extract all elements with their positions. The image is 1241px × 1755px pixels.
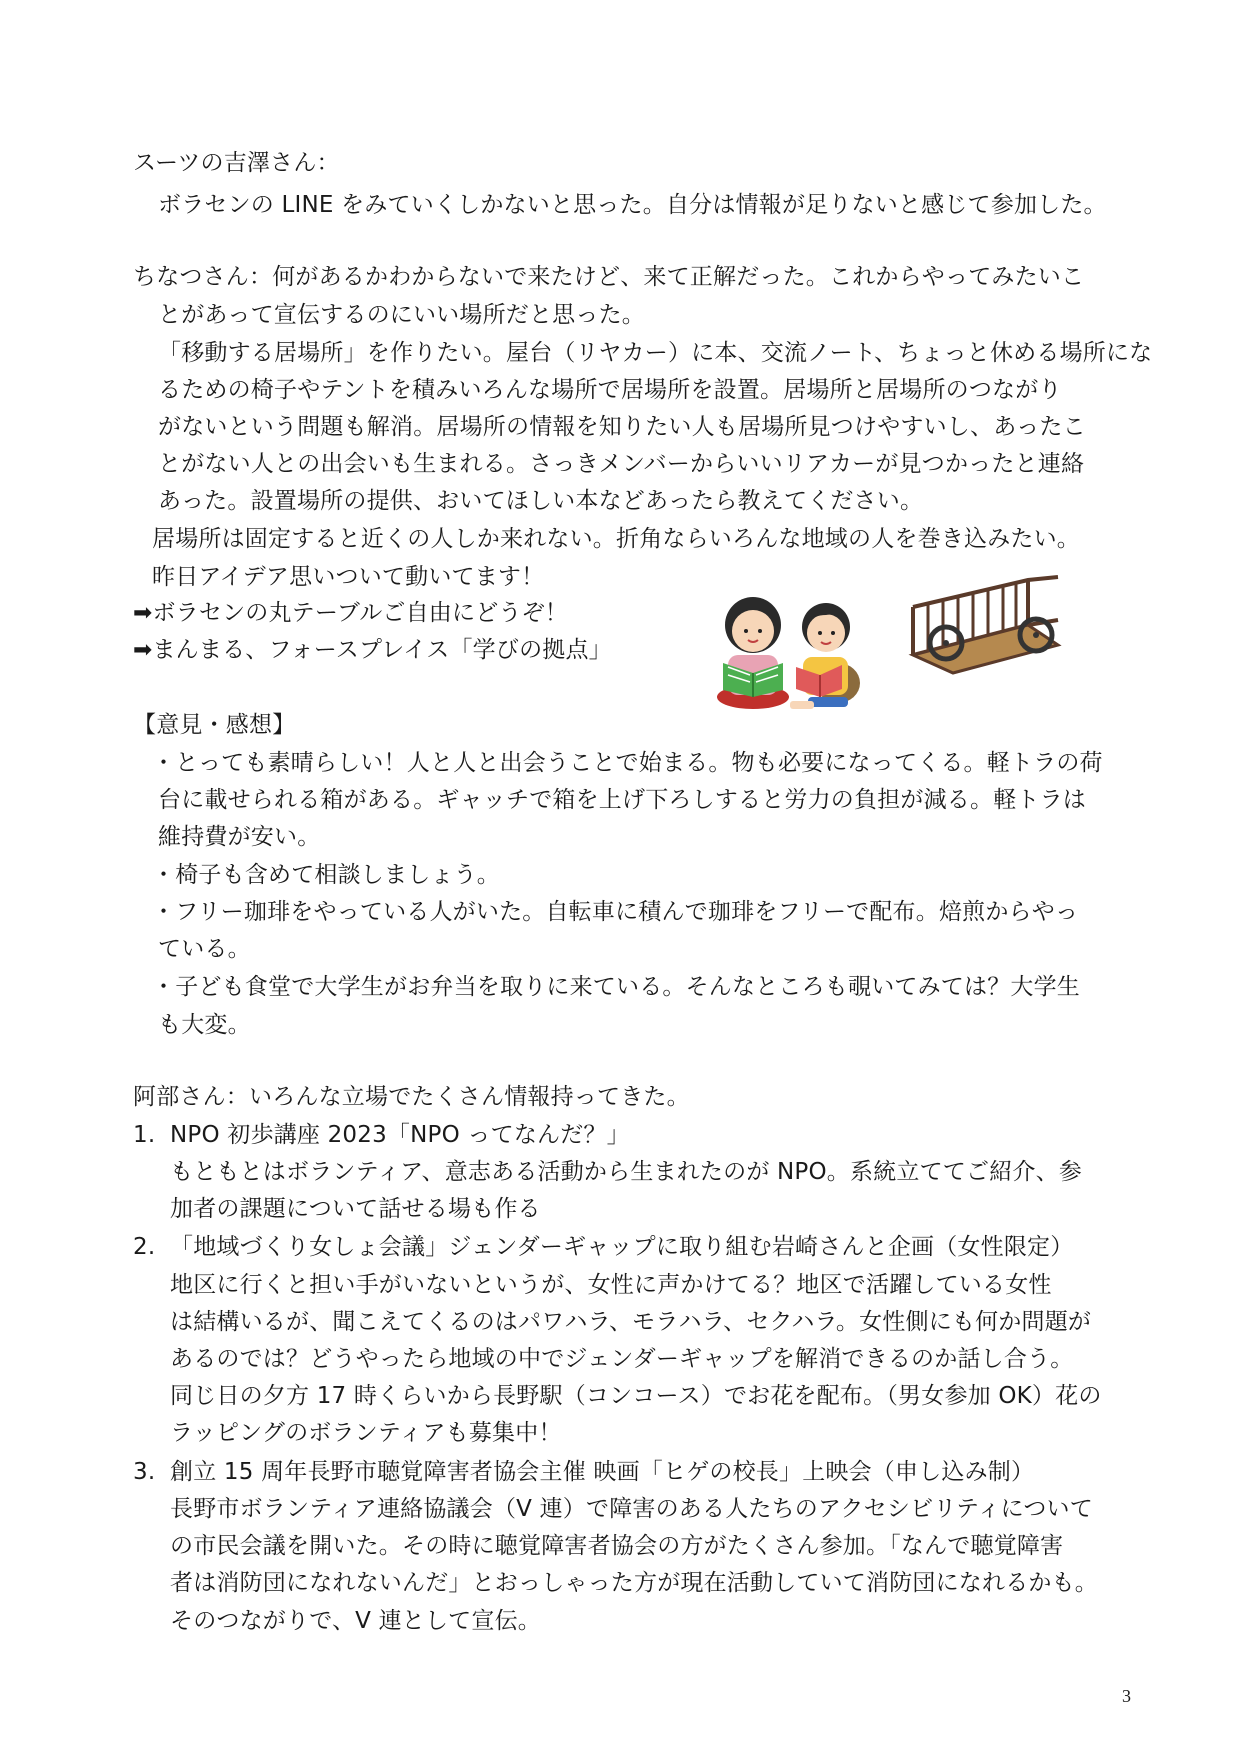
chinatsu-line: 昨日アイデア思いついて動いてます！ [152, 564, 545, 590]
opinion-line: も大変。 [158, 1012, 251, 1038]
arrow-item: ➡ボラセンの丸テーブルご自由にどうぞ！ [133, 600, 569, 626]
yoshizawa-heading: スーツの吉澤さん： [133, 150, 340, 176]
list-item-title: NPO 初歩講座 2023「NPO ってなんだ？」 [170, 1122, 630, 1148]
chinatsu-line: 居場所は固定すると近くの人しか来れない。折角ならいろんな地域の人を巻き込みたい。 [152, 526, 1080, 552]
chinatsu-line: るための椅子やテントを積みいろんな場所で居場所を設置。居場所と居場所のつながり [158, 377, 1062, 403]
list-item-number: 3. [133, 1459, 156, 1485]
chinatsu-line: あった。設置場所の提供、おいてほしい本などあったら教えてください。 [158, 488, 924, 514]
list-item-line: あるのでは？どうやったら地域の中でジェンダーギャップを解消できるのか話し合う。 [170, 1346, 1074, 1372]
children-reading-illustration [708, 585, 888, 715]
opinion-line: 維持費が安い。 [158, 824, 321, 850]
arrow-item: ➡まんまる、フォースプレイス「学びの拠点」 [133, 637, 612, 663]
chinatsu-line: とがない人との出会いも生まれる。さっきメンバーからいいリアカーが見つかったと連絡 [158, 451, 1085, 477]
chinatsu-line: 「移動する居場所」を作りたい。屋台（リヤカー）に本、交流ノート、ちょっと休める場所にな [158, 340, 1153, 366]
list-item-line: もともとはボランティア、意志ある活動から生まれたのが NPO。系統立ててご紹介、参 [170, 1159, 1083, 1185]
chinatsu-line: ちなつさん：何があるかわからないで来たけど、来て正解だった。これからやってみたいこ [133, 264, 1085, 290]
list-item-number: 1. [133, 1122, 156, 1148]
list-item-line: 地区に行くと担い手がいないというが、女性に声かけてる？地区で活躍している女性 [170, 1272, 1052, 1298]
list-item-line: の市民会議を開いた。その時に聴覚障害者協会の方がたくさん参加。「なんで聴覚障害 [170, 1533, 1064, 1559]
opinion-line: ・フリー珈琲をやっている人がいた。自転車に積んで珈琲をフリーで配布。焙煎からやっ [152, 899, 1079, 925]
list-item-line: 同じ日の夕方 17 時くらいから長野駅（コンコース）でお花を配布。（男女参加 OK）花の [170, 1383, 1102, 1409]
list-item-line: 長野市ボランティア連絡協議会（V 連）で障害のある人たちのアクセシビリティについて [170, 1496, 1093, 1522]
page-number: 3 [1122, 1686, 1131, 1706]
yoshizawa-text: ボラセンの LINE をみていくしかないと思った。自分は情報が足りないと感じて参加した。 [158, 192, 1107, 218]
list-item-number: 2. [133, 1234, 156, 1260]
abe-heading: 阿部さん：いろんな立場でたくさん情報持ってきた。 [133, 1084, 690, 1110]
chinatsu-line: とがあって宣伝するのにいい場所だと思った。 [158, 302, 645, 328]
opinions-heading: 【意見・感想】 [133, 712, 296, 738]
list-item-line: は結構いるが、聞こえてくるのはパワハラ、モラハラ、セクハラ。女性側にも何か問題が [170, 1309, 1092, 1335]
opinion-line: ・とっても素晴らしい！人と人と出会うことで始まる。物も必要になってくる。軽トラの荷 [152, 750, 1103, 776]
opinion-line: ・椅子も含めて相談しましょう。 [152, 862, 500, 888]
rear-cart-illustration [908, 565, 1068, 685]
list-item-line: ラッピングのボランティアも募集中！ [170, 1420, 562, 1446]
list-item-title: 創立 15 周年長野市聴覚障害者協会主催 映画「ヒゲの校長」上映会（申し込み制） [170, 1459, 1035, 1485]
opinion-line: ・子ども食堂で大学生がお弁当を取りに来ている。そんなところも覗いてみては？大学生 [152, 974, 1080, 1000]
list-item-line: そのつながりで、V 連として宣伝。 [170, 1608, 541, 1634]
list-item-line: 者は消防団になれないんだ」とおっしゃった方が現在活動していて消防団になれるかも。 [170, 1570, 1098, 1596]
chinatsu-line: がないという問題も解消。居場所の情報を知りたい人も居場所見つけやすいし、あったこ [158, 414, 1086, 440]
opinion-line: ている。 [158, 936, 251, 962]
opinion-line: 台に載せられる箱がある。ギャッチで箱を上げ下ろしすると労力の負担が減る。軽トラは [158, 787, 1087, 813]
list-item-line: 加者の課題について話せる場も作る [170, 1196, 541, 1222]
list-item-title: 「地域づくり女しょ会議」ジェンダーギャップに取り組む岩崎さんと企画（女性限定） [170, 1234, 1074, 1260]
